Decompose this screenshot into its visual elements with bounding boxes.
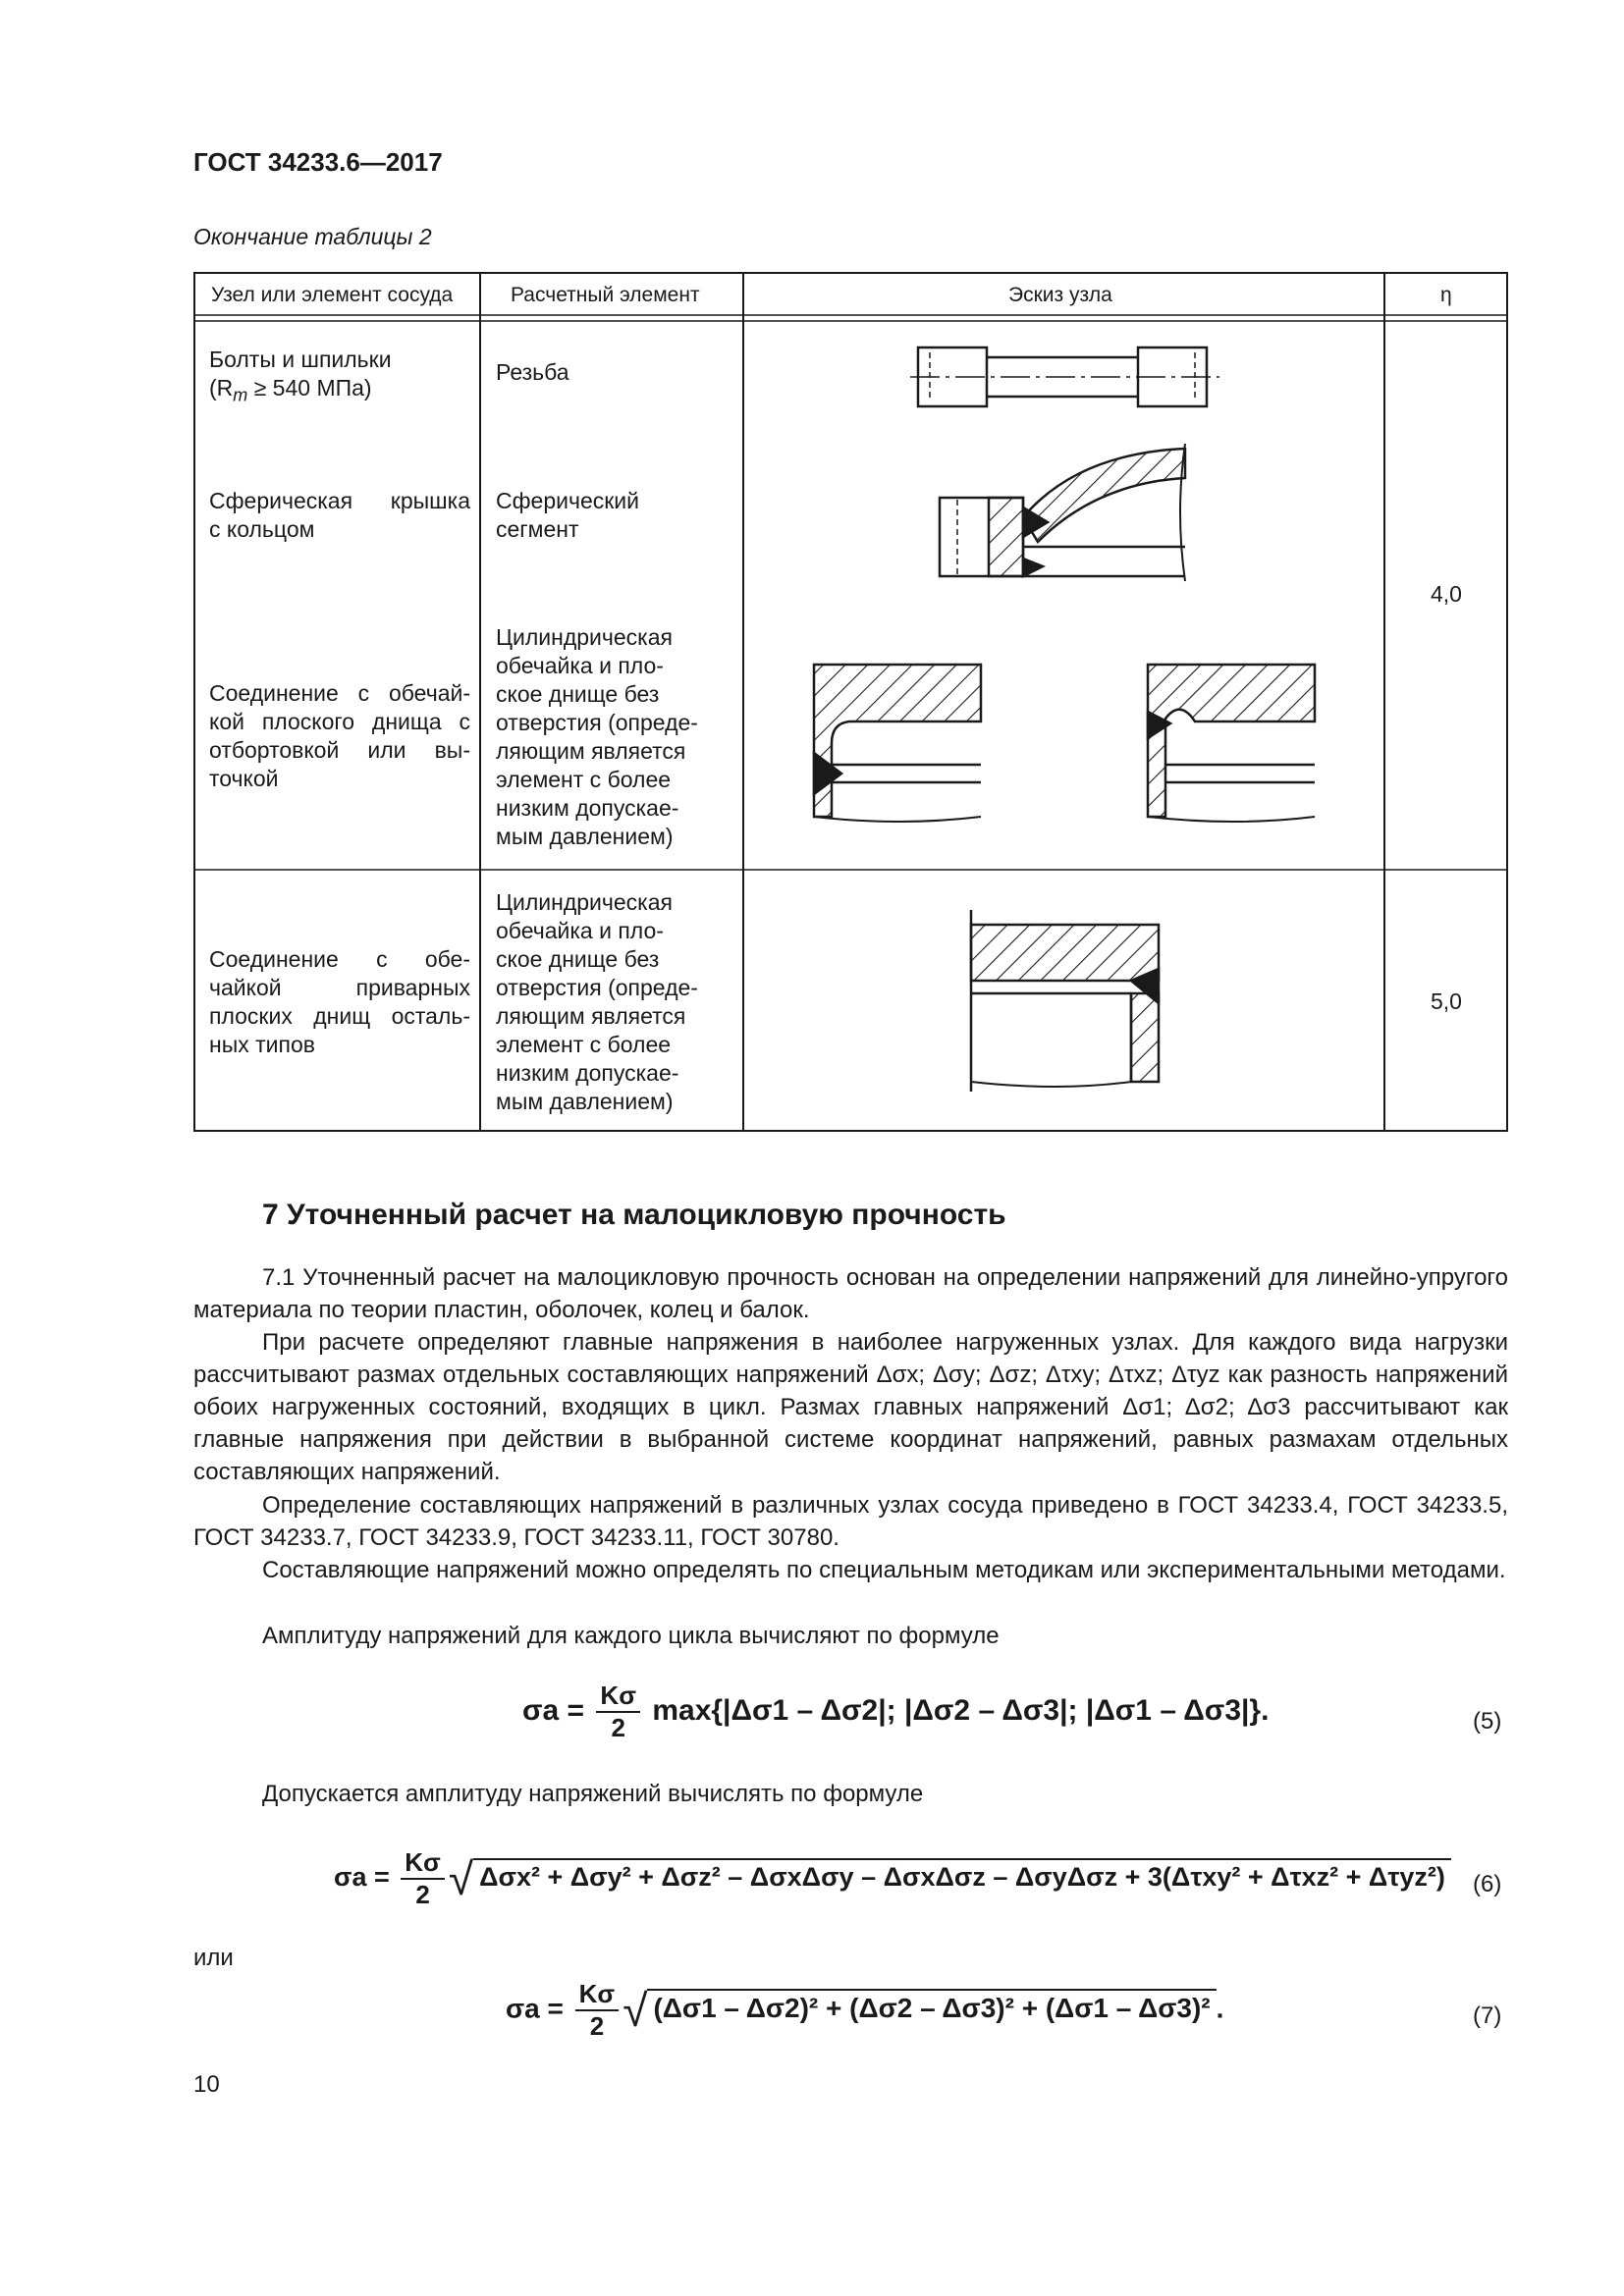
- paragraph-or: или: [193, 1945, 234, 1971]
- paragraph-methods: Составляющие напряжений можно определять по специальным методикам или экспериментальными методами.: [262, 1557, 1506, 1583]
- column-header-sketch: Эскиз узла: [1008, 284, 1112, 306]
- paragraph-principal-stresses: При расчете определяют главные напряжения в наиболее нагруженных узлах. Для каждого вида нагрузки рассчитывают размах отдельных составляющих напряжений Δσx; Δσy; Δσz; Δτxy; Δτxz; Δτyz как разность напряжений обоих нагруженных состояний, входящих в цикл. Размах главных напряжений Δσ1; Δσ2; Δσ3 рассчитывают как главные напряжения при действии в выбранной системе координат напряжений, равных размахам отдельных составляющих напряжений.: [193, 1329, 1508, 1485]
- equation-number-5: (5): [1473, 1708, 1502, 1735]
- document-header: ГОСТ 34233.6—2017: [193, 147, 443, 177]
- row-3-node: Соединение с обечай- кой плоского днища с отбортовкой или вы- точкой: [209, 680, 470, 791]
- row-2-element: Сферический сегмент: [496, 488, 639, 542]
- row-1-node: Болты и шпильки ($R_m \ge 540$ МПа): [209, 347, 392, 405]
- formula-7: σa = $\frac{K\sigma}{2}$ √ (Δσ1 – Δσ2)² + (Δσ2 – Δσ3)² + (Δσ1 – Δσ3)² .: [506, 1979, 1224, 2041]
- paragraph-stress-components: Определение составляющих напряжений в различных узлах сосуда приведено в ГОСТ 34233.4, ГОСТ 34233.5, ГОСТ 34233.7, ГОСТ 34233.9, ГОСТ 34233.11, ГОСТ 30780.: [193, 1492, 1508, 1551]
- flanged-head-sketch: [814, 665, 1315, 822]
- row-3-element: Цилиндрическая обечайка и пло- ское днище без отверстия (опреде- ляющим является элемент с более низким допускае- мым давлением): [496, 624, 698, 849]
- equation-number-7: (7): [1473, 2002, 1502, 2029]
- paragraph-alternative: Допускается амплитуду напряжений вычислять по формуле: [262, 1781, 924, 1807]
- table-caption: Окончание таблицы 2: [193, 224, 432, 249]
- column-header-node: Узел или элемент сосуда: [211, 284, 454, 306]
- page-number: 10: [193, 2071, 220, 2098]
- welded-head-sketch: [971, 910, 1159, 1092]
- row-2-node: Сферическая крышка с кольцом: [209, 488, 470, 542]
- formula-6: σa = $\frac{K\sigma}{2}$ √ Δσx² + Δσy² + Δσz² – ΔσxΔσy – ΔσxΔσz – ΔσyΔσz + 3(Δτxy² + Δτxz² + Δτyz²): [334, 1847, 1451, 1910]
- eta-value-2: 5,0: [1431, 988, 1462, 1014]
- row-1-element: Резьба: [496, 359, 569, 385]
- column-header-element: Расчетный элемент: [511, 284, 700, 306]
- equation-number-6: (6): [1473, 1871, 1502, 1897]
- section-title: 7 Уточненный расчет на малоцикловую прочность: [262, 1199, 1006, 1231]
- column-header-eta: η: [1440, 284, 1452, 306]
- formula-5: σa = $\frac{K\sigma}{2}$ max{|Δσ1 – Δσ2|; |Δσ2 – Δσ3|; |Δσ1 – Δσ3|}.: [522, 1681, 1270, 1742]
- row-4-element: Цилиндрическая обечайка и пло- ское днище без отверстия (опреде- ляющим является элемент с более низким допускае- мым давлением): [496, 889, 698, 1114]
- row-4-node: Соединение с обе- чайкой приварных плоских днищ осталь- ных типов: [209, 946, 470, 1057]
- paragraph-7-1: 7.1 Уточненный расчет на малоцикловую прочность основан на определении напряжений для линейно-упругого материала по теории пластин, оболочек, колец и балок.: [193, 1264, 1508, 1323]
- spherical-cover-sketch: [940, 444, 1185, 581]
- paragraph-amplitude: Амплитуду напряжений для каждого цикла вычисляют по формуле: [262, 1623, 1000, 1649]
- eta-value-1: 4,0: [1431, 581, 1462, 607]
- bolt-sketch: [910, 347, 1219, 406]
- table-2: [193, 272, 1508, 1132]
